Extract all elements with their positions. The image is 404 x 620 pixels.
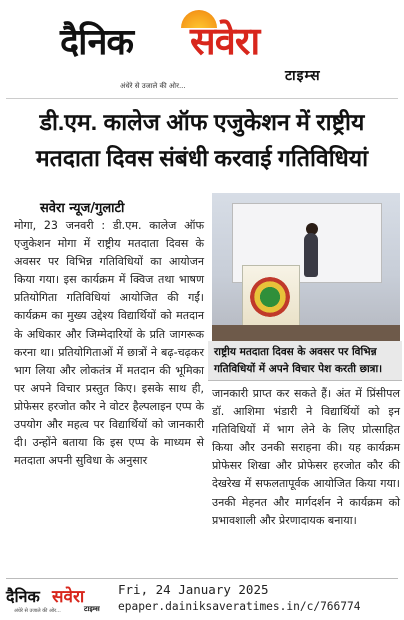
- epaper-link[interactable]: epaper.dainiksaveratimes.in/c/766774: [118, 600, 361, 613]
- footer-divider: [6, 578, 398, 579]
- masthead-name-savera: सवेरा: [190, 18, 260, 63]
- masthead: [0, 0, 404, 92]
- stage: [212, 325, 400, 341]
- masthead-name-times: टाइम्स: [285, 68, 321, 84]
- footer-logo-tagline: अंधेरे से उजाले की ओर...: [14, 608, 61, 614]
- masthead-name-dainik: दैनिक: [60, 21, 134, 63]
- body-paragraph: मोगा, 23 जनवरी : डी.एम. कालेज ऑफ एजुकेशन मोगा में राष्ट्रीय मतदाता दिवस के अवसर पर विभिन्न गतिविधियों का आयोजन किया गया। इस कार्यक्रम में क्विज तथा भाषण प्रतियोगिता गतिविधियां आयोजित की गईं। कार्यक्रम का मुख्य उद्देश्य विद्यार्थियों को मतदान के अधिकार और जिम्मेदारियों के प्रति जागरूक करना था। प्रतियोगिताओं में छात्रों ने बढ़-चढ़कर भाग लिया और लोकतंत्र में मतदान की भूमिका पर अपने विचार प्रस्तुत किए। इसके साथ ही, प्रोफेसर हरजोत कौर ने वोटर हैल्पलाइन एप्प के उपयोग और महत्व पर विद्यार्थियों को जानकारी दी। उन्होंने बताया कि इस एप्प के माध्यम से मतदाता अपनी सुविधा के अनुसार: [14, 219, 204, 468]
- photo-caption: राष्ट्रीय मतदाता दिवस के अवसर पर विभिन्न गतिविधियों में अपने विचार पेश करती छात्रा।: [208, 341, 402, 381]
- footer-logo-savera: सवेरा: [52, 587, 85, 607]
- body-paragraph: जानकारी प्राप्त कर सकते हैं। अंत में प्रिंसीपल डॉ. आशिमा भंडारी ने विद्यार्थियों को इन गतिविधियों में भाग लेने के लिए प्रोत्साहित किया और उनकी सराहना की। यह कार्यक्रम प्रोफेसर शिखा और प्रोफेसर हरजोत कौर की देखरेख में सफलतापूर्वक आयोजित किया गया। उनकी मेहनत और मार्गदर्शन ने कार्यक्रम को प्रभावशाली और प्रेरणादायक बनाया।: [212, 387, 400, 527]
- footer-logo-times: टाइम्स: [84, 605, 100, 613]
- article-photo: [212, 193, 400, 341]
- edition-date: Fri, 24 January 2025: [118, 582, 269, 597]
- footer-logo: [6, 581, 106, 617]
- article-body-right: [212, 385, 400, 530]
- college-emblem-icon: [250, 277, 290, 317]
- article-headline: डी.एम. कालेज ऑफ एजुकेशन में राष्ट्रीय मतदाता दिवस संबंधी करवाई गतिविधियां: [35, 109, 369, 171]
- masthead-tagline: अंधेरे से उजाले की ओर...: [120, 82, 186, 90]
- article-body-left: [14, 217, 204, 470]
- article-byline: सवेरा न्यूज/गुलाटी: [40, 201, 125, 216]
- footer-logo-dainik: दैनिक: [6, 587, 40, 606]
- divider: [6, 98, 398, 99]
- speaker-figure: [304, 233, 318, 277]
